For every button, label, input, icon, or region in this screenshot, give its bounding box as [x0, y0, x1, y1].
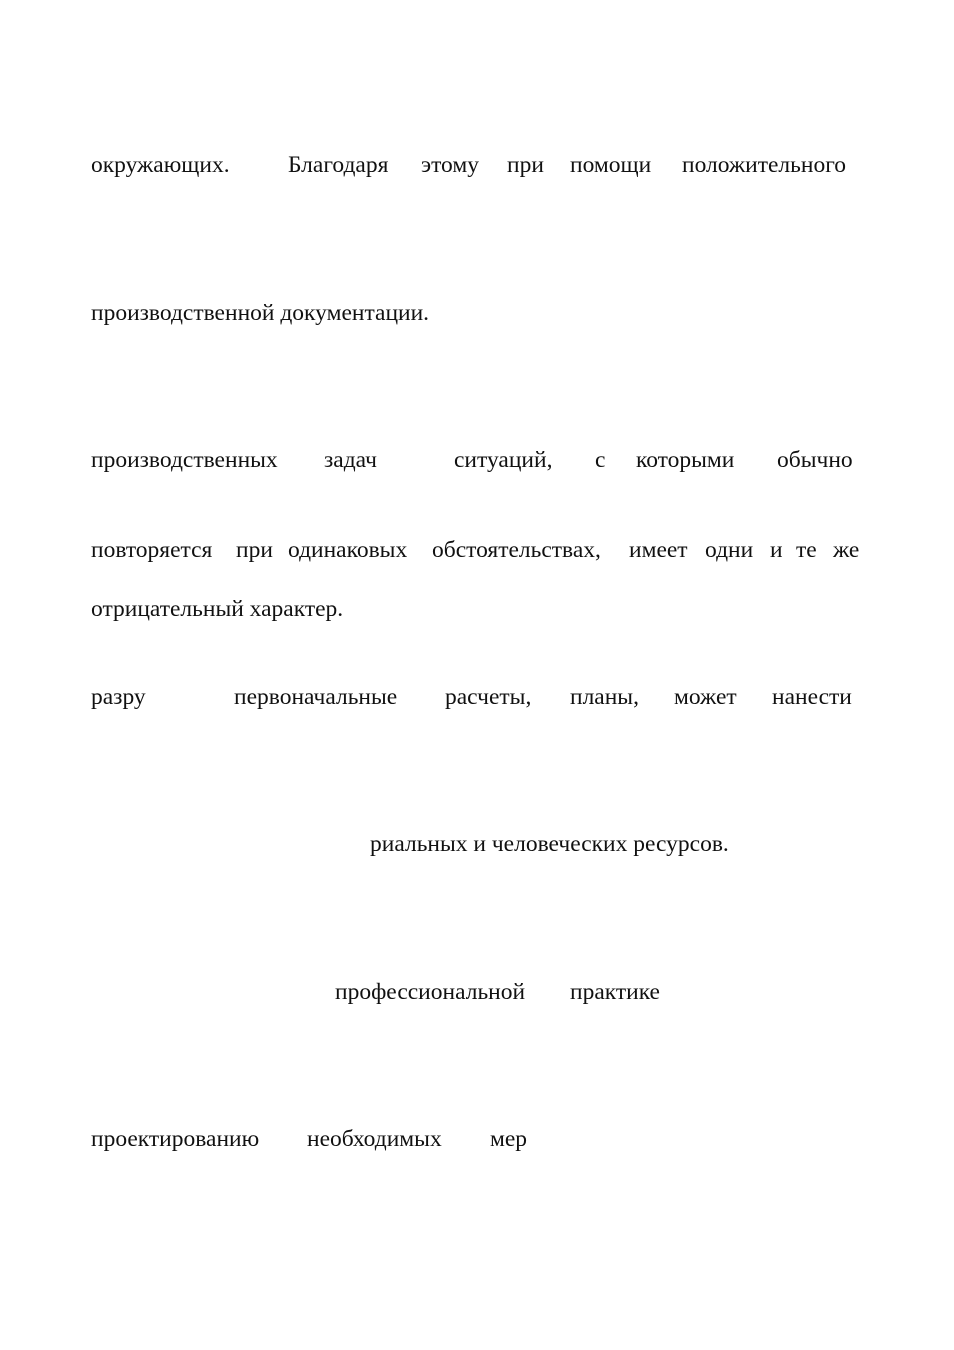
word: задач [324, 447, 377, 473]
word: положительного [682, 152, 846, 178]
word: одинаковых [288, 537, 408, 563]
word: обычно [777, 447, 853, 473]
word: имеет [629, 537, 688, 563]
word: повторяется [91, 537, 213, 563]
word: одни [705, 537, 754, 563]
word: необходимых [307, 1126, 442, 1152]
word: проектированию [91, 1126, 260, 1152]
word: при [507, 152, 544, 178]
word: первоначальные [234, 684, 398, 710]
word: помощи [570, 152, 652, 178]
word: же [833, 537, 860, 563]
word: и [770, 537, 783, 563]
word: те [796, 537, 817, 563]
text-line-5: отрицательный характер. [91, 596, 344, 622]
word: обстоятельствах, [432, 537, 601, 563]
text-line-2: производственной документации. [91, 300, 430, 326]
word: которыми [636, 447, 735, 473]
word: планы, [570, 684, 639, 710]
word: практике [570, 979, 660, 1005]
word: окружающих. [91, 152, 230, 178]
word: может [674, 684, 737, 710]
word: мер [490, 1126, 528, 1152]
word: нанести [772, 684, 852, 710]
word: производственных [91, 447, 278, 473]
word: этому [421, 152, 479, 178]
word: при [236, 537, 273, 563]
word: с [595, 447, 606, 473]
word: разру [91, 684, 146, 710]
word: профессиональной [335, 979, 526, 1005]
word: расчеты, [445, 684, 532, 710]
word: ситуаций, [454, 447, 553, 473]
text-line-7: риальных и человеческих ресурсов. [370, 831, 729, 857]
word: Благодаря [288, 152, 389, 178]
